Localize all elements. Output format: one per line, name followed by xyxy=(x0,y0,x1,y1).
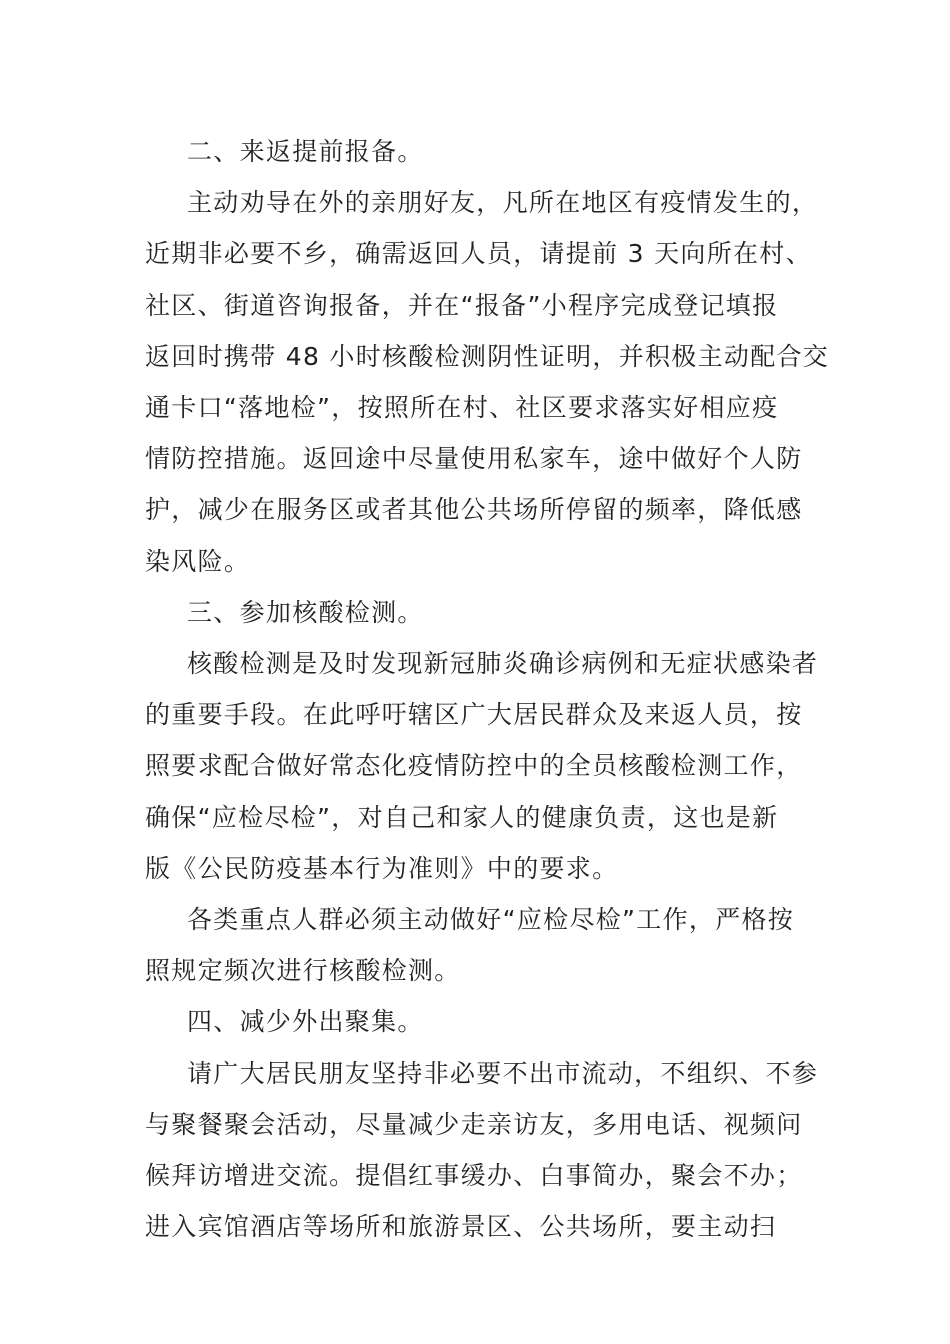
paragraph-line: 通卡口“落地检”，按照所在村、社区要求落实好相应疫 xyxy=(145,393,779,423)
paragraph-first-line: 主动劝导在外的亲朋好友，凡所在地区有疫情发生的， xyxy=(187,188,819,218)
document-body xyxy=(145,126,830,1252)
paragraph-line: 进入宾馆酒店等场所和旅游景区、公共场所，要主动扫 xyxy=(145,1212,777,1242)
paragraph-first-line: 各类重点人群必须主动做好“应检尽检”工作，严格按 xyxy=(187,905,795,935)
paragraph-line: 情防控措施。返回途中尽量使用私家车，途中做好个人防 xyxy=(145,444,803,474)
paragraph-line: 照要求配合做好常态化疫情防控中的全员核酸检测工作， xyxy=(145,751,803,781)
paragraph-first-line: 请广大居民朋友坚持非必要不出市流动，不组织、不参 xyxy=(187,1058,819,1088)
paragraph-line: 护，减少在服务区或者其他公共场所停留的频率，降低感 xyxy=(145,495,803,525)
paragraph-line: 近期非必要不乡，确需返回人员，请提前 3 天向所在村、 xyxy=(145,239,812,269)
paragraph-first-line: 三、参加核酸检测。 xyxy=(187,597,424,627)
paragraph-line: 照规定频次进行核酸检测。 xyxy=(145,956,461,986)
paragraph-line: 与聚餐聚会活动，尽量减少走亲访友，多用电话、视频问 xyxy=(145,1109,803,1139)
paragraph-line: 版《公民防疫基本行为准则》中的要求。 xyxy=(145,853,619,883)
paragraph-first-line: 核酸检测是及时发现新冠肺炎确诊病例和无症状感染者 xyxy=(187,649,819,679)
paragraph-line: 染风险。 xyxy=(145,546,251,576)
paragraph-line: 确保“应检尽检”，对自己和家人的健康负责，这也是新 xyxy=(145,802,779,832)
paragraph-first-line: 四、减少外出聚集。 xyxy=(187,1007,424,1037)
paragraph-line: 的重要手段。在此呼吁辖区广大居民群众及来返人员，按 xyxy=(145,700,803,730)
paragraph-line: 社区、街道咨询报备，并在“报备”小程序完成登记填报 xyxy=(145,290,779,320)
paragraph-line: 返回时携带 48 小时核酸检测阴性证明，并积极主动配合交 xyxy=(145,341,830,371)
paragraph-first-line: 二、来返提前报备。 xyxy=(187,137,424,166)
paragraph-line: 候拜访增进交流。提倡红事缓办、白事简办，聚会不办； xyxy=(145,1161,803,1191)
